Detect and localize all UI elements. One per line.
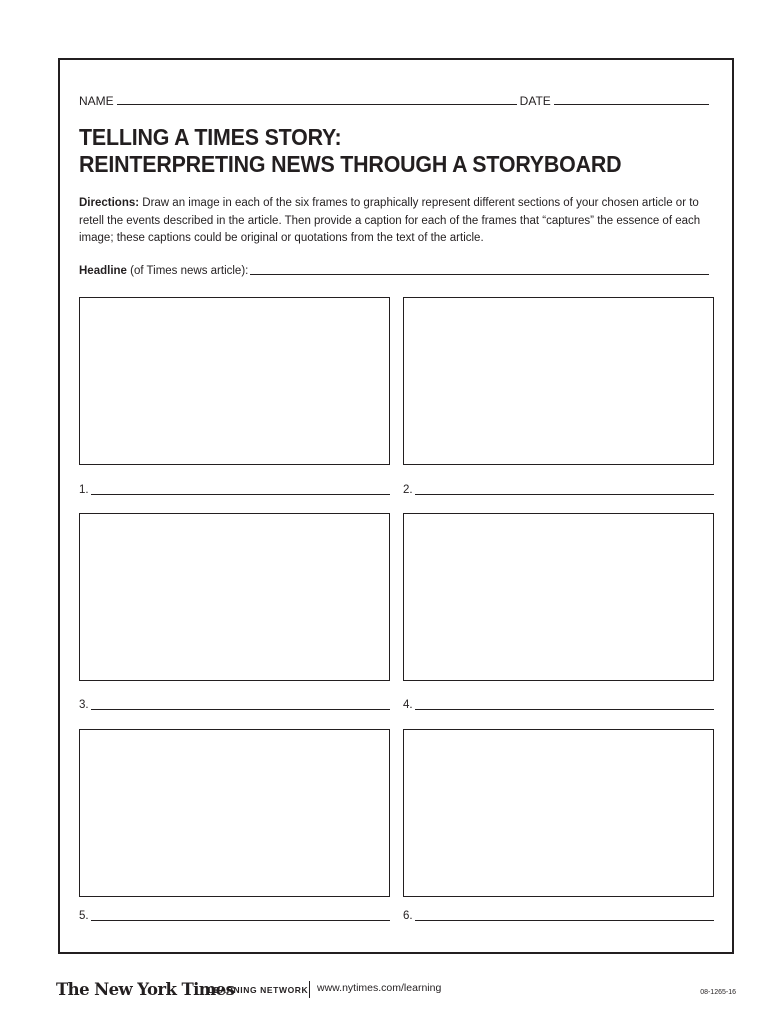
- date-field[interactable]: [554, 104, 709, 105]
- caption-field-6[interactable]: [415, 920, 714, 921]
- headline-row: [79, 262, 709, 278]
- caption-row-6: [403, 909, 714, 923]
- footer-divider: [309, 981, 310, 998]
- document-code: 08-1265-16: [700, 989, 736, 996]
- caption-field-1[interactable]: [91, 494, 390, 495]
- learning-network-label: LEARNING NETWORK: [208, 985, 309, 995]
- storyboard-frame-1[interactable]: [79, 297, 390, 465]
- nyt-logo: The New York Times: [56, 980, 235, 999]
- date-label: DATE: [519, 94, 551, 108]
- directions-text: [79, 195, 719, 248]
- caption-number: 6.: [403, 910, 413, 922]
- storyboard-frame-4[interactable]: [403, 513, 714, 681]
- caption-row-5: [79, 909, 390, 923]
- storyboard-frame-5[interactable]: [79, 729, 390, 897]
- caption-field-5[interactable]: [91, 920, 390, 921]
- footer-url: www.nytimes.com/learning: [317, 982, 442, 994]
- name-date-row: [79, 90, 709, 108]
- name-label: NAME: [79, 94, 114, 108]
- caption-number: 2.: [403, 484, 413, 496]
- caption-number: 4.: [403, 699, 413, 711]
- caption-number: 3.: [79, 699, 89, 711]
- caption-field-4[interactable]: [415, 709, 714, 710]
- directions-label: Directions:: [79, 197, 140, 209]
- caption-row-2: [403, 483, 714, 497]
- storyboard-frame-6[interactable]: [403, 729, 714, 897]
- name-field[interactable]: [117, 104, 517, 105]
- storyboard-frame-2[interactable]: [403, 297, 714, 465]
- caption-row-4: [403, 698, 714, 712]
- caption-field-2[interactable]: [415, 494, 714, 495]
- page-title: [79, 124, 674, 178]
- headline-suffix: (of Times news article):: [126, 265, 249, 277]
- headline-label-group: [79, 264, 248, 278]
- caption-field-3[interactable]: [91, 709, 390, 710]
- headline-field[interactable]: [250, 274, 709, 275]
- title-line-2: REINTERPRETING NEWS THROUGH A STORYBOARD: [79, 151, 622, 177]
- directions-body: Draw an image in each of the six frames to graphically represent different sections of your chosen article or to retell the events described in the article. Then provide a caption for each of the frames that “captures” the essence of each image; these captions could be original or quotations from the text of the article.: [79, 197, 701, 244]
- title-line-1: TELLING A TIMES STORY:: [79, 124, 342, 150]
- storyboard-frame-3[interactable]: [79, 513, 390, 681]
- caption-number: 1.: [79, 484, 89, 496]
- footer: [56, 978, 736, 1004]
- headline-label: Headline: [79, 265, 127, 277]
- caption-row-1: [79, 483, 390, 497]
- caption-number: 5.: [79, 910, 89, 922]
- caption-row-3: [79, 698, 390, 712]
